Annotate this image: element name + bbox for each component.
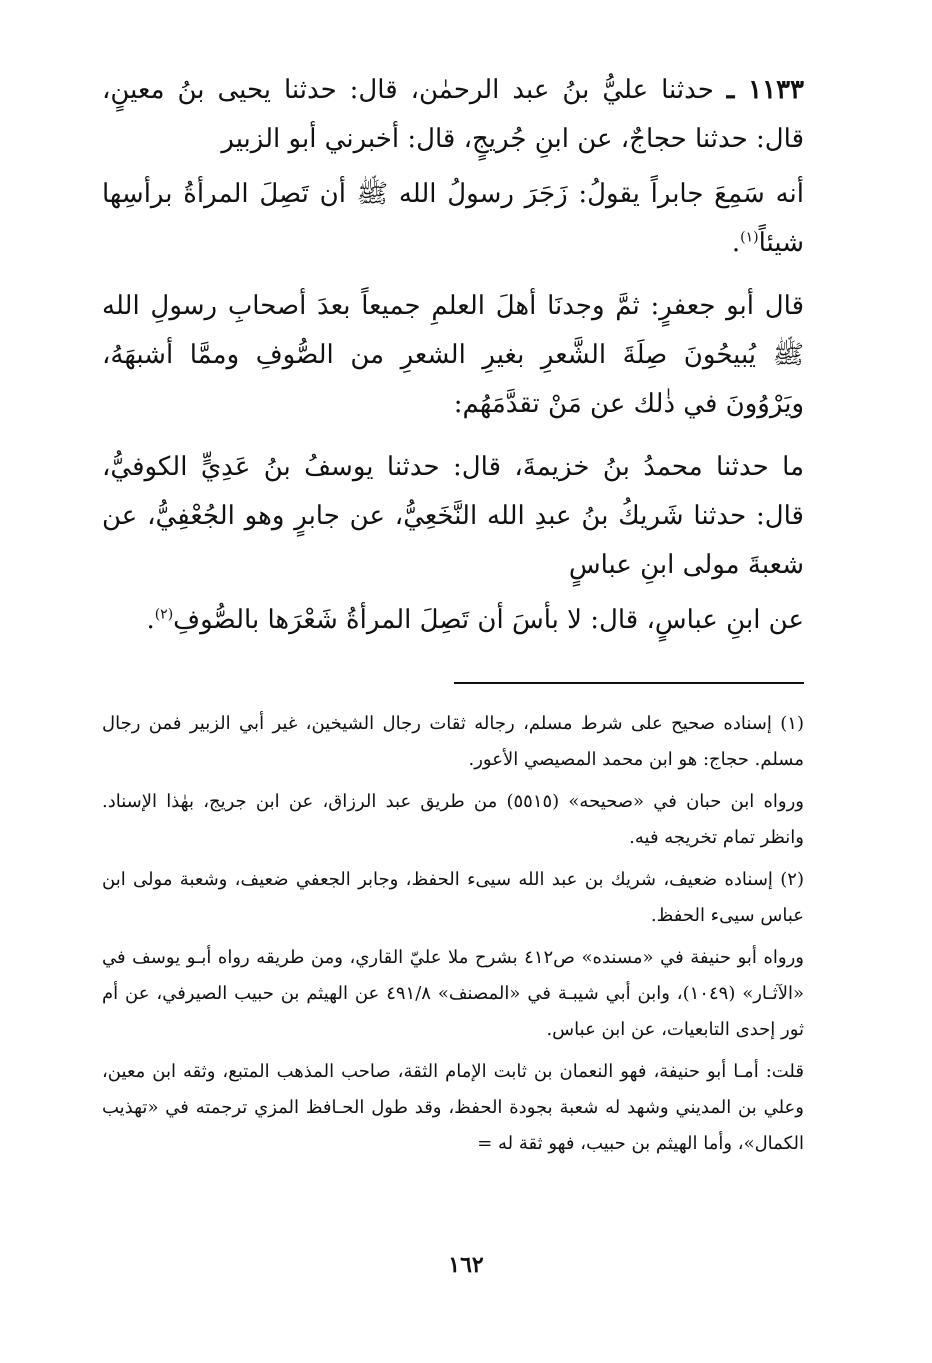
paragraph-text: حدثنا عليُّ بنُ عبد الرحمٰن، قال: حدثنا يحيى بنُ معينٍ، قال: حدثنا حجاجٌ، عن ابنِ جُريجٍ، قال: أخبرني أبو الزبير: [102, 75, 804, 154]
footnote-separator: [454, 682, 804, 684]
paragraph-text: عن ابنِ عباسٍ، قال: لا بأسَ أن تَصِلَ المرأةُ شَعْرَها بالصُّوفِ: [173, 605, 804, 635]
paragraph-end: .: [731, 228, 741, 258]
paragraph-end: .: [146, 605, 155, 635]
hadith-1133-isnad: [102, 66, 804, 164]
footnote-1-continuation: ورواه ابن حبان في «صحيحه» (٥٥١٥) من طريق عبد الرزاق، عن ابن جريج، بهٰذا الإسناد. وانظر تمام تخريجه فيه.: [102, 791, 804, 848]
ibn-abbas-paragraph: [102, 596, 804, 645]
paragraph-text: ما حدثنا محمدُ بنُ خزيمةَ، قال: حدثنا يوسفُ بنُ عَدِيٍّ الكوفيُّ، قال: حدثنا شَريكُ بنُ عبدِ الله النَّخَعِيُّ، عن جابرٍ وهو الجُعْفِيُّ، عن شعبةَ مولى ابنِ عباسٍ: [102, 452, 804, 580]
hadith-number: ١١٣٣ ـ: [726, 75, 805, 105]
footnote-2-comment: قلت: أمـا أبو حنيفة، فهو النعمان بن ثابت الإمام الثقة، صاحب المذهب المتبع، وثقه ابن معين، وعلي بن المديني وشهد له شعبة بجودة الحفظ، وقد طول الحـافظ المزي ترجمته في «تهذيب الكمال»، وأما الهيثم بن حبيب، فهو ثقة له =: [102, 1061, 805, 1154]
abu-jafar-paragraph: [102, 282, 804, 429]
footnotes: [102, 706, 804, 1168]
main-text: [102, 66, 804, 651]
footnote-2-continuation: ورواه أبو حنيفة في «مسنده» ص٤١٢ بشرح ملا عليّ القاري، ومن طريقه رواه أبـو يوسف في «الآثـار» (١٠٤٩)، وابن أبي شيبـة في «المصنف» ٤٩١/٨ عن الهيثم بن حبيب الصيرفي، عن أم ثور إحدى التابعيات، عن ابن عباس.: [102, 947, 804, 1040]
page-number: ١٦٢: [448, 1252, 484, 1278]
second-isnad-paragraph: [102, 443, 804, 590]
hadith-1133-matn: [102, 170, 804, 268]
paragraph-text: قال أبو جعفرٍ: ثمَّ وجدنَا أهلَ العلمِ جميعاً بعدَ أصحابِ رسولِ الله ﷺ يُبيحُونَ صِلَةَ الشَّعرِ بغيرِ الشعرِ من الصُّوفِ وممَّا أشبهَهُ، ويَرْوُونَ في ذٰلك عن مَنْ تقدَّمَهُم:: [102, 291, 804, 419]
footnote-2: (٢) إسناده ضعيف، شريك بن عبد الله سيىء الحفظ، وجابر الجعفي ضعيف، وشعبة مولى ابن عباس سيىء الحفظ.: [102, 869, 804, 926]
footnote-marker-1: (١): [740, 229, 759, 246]
footnote-marker-2: (٢): [154, 606, 174, 623]
footnote-1: (١) إسناده صحيح على شرط مسلم، رجاله ثقات رجال الشيخين، غير أبي الزبير فمن رجال مسلم. حجاج: هو ابن محمد المصيصي الأعور.: [102, 713, 804, 770]
paragraph-text: أنه سَمِعَ جابراً يقولُ: زَجَرَ رسولُ الله ﷺ أن تَصِلَ المرأةُ برأسِها شيئاً: [102, 179, 804, 258]
